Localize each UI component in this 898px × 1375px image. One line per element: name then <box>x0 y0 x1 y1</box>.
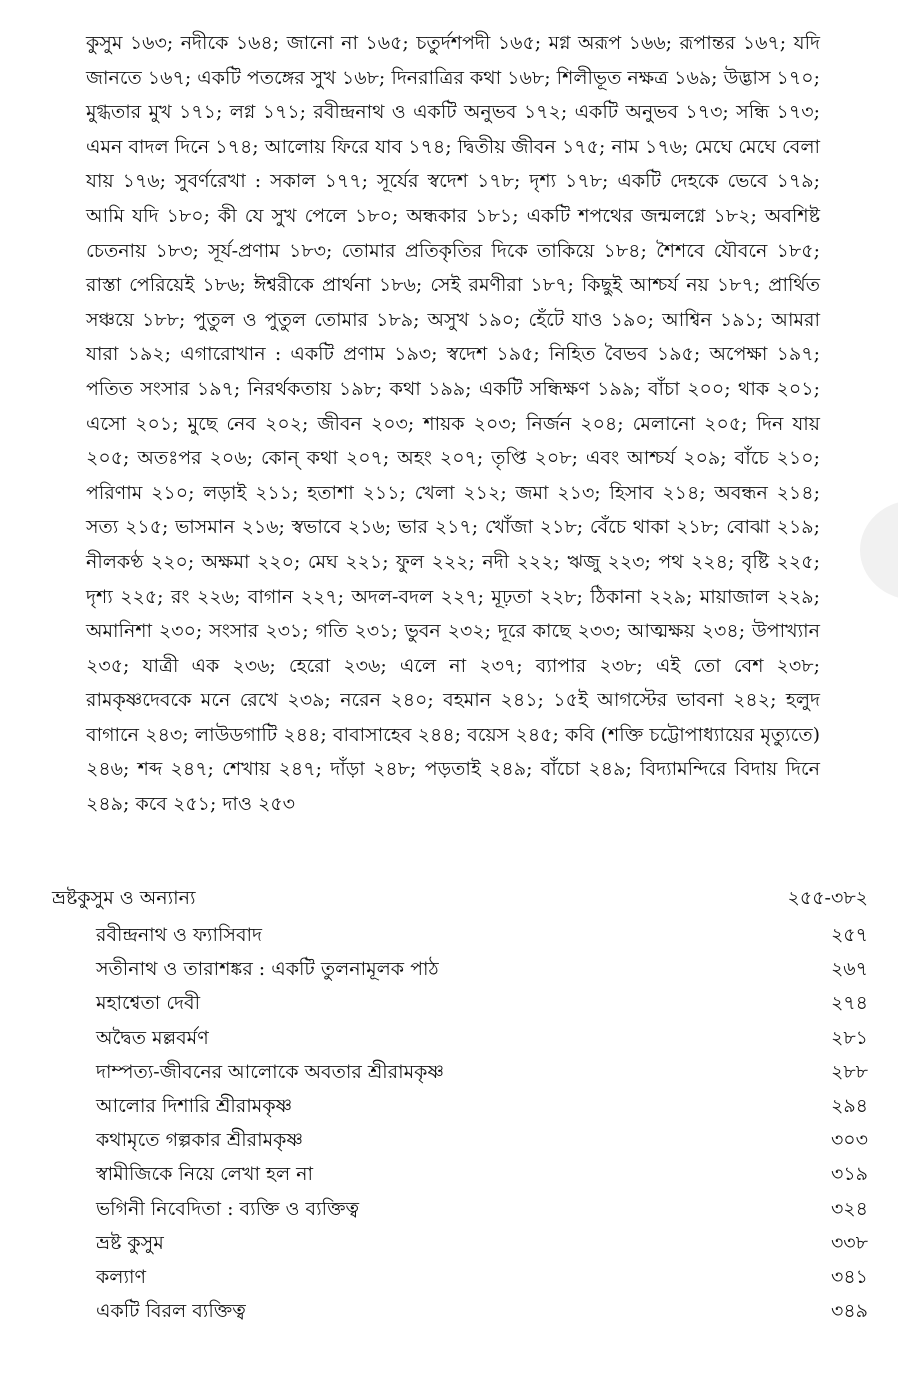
toc-entry-title: কথামৃতে গল্পকার শ্রীরামকৃষ্ণ <box>96 1129 303 1152</box>
toc-entry <box>96 920 868 954</box>
toc-entry <box>96 1262 868 1296</box>
toc-entry-title: অদ্বৈত মল্লবর্মণ <box>96 1026 209 1049</box>
toc-entry-title: সতীনাথ ও তারাশঙ্কর : একটি তুলনামূলক পাঠ <box>96 958 439 981</box>
toc-entry-page: ২৮১ <box>830 1026 868 1049</box>
toc-entry-page: ৩৪৯ <box>830 1300 868 1323</box>
toc-entry <box>96 1057 868 1091</box>
toc-entry-title: রবীন্দ্রনাথ ও ফ্যাসিবাদ <box>96 924 263 947</box>
toc-entry-page: ৩০৩ <box>830 1129 868 1152</box>
toc-entry <box>96 1159 868 1193</box>
toc-entry <box>96 954 868 988</box>
page-edge-shadow <box>860 500 898 600</box>
toc-entry-page: ৩১৯ <box>830 1163 868 1186</box>
toc-entry-page: ৩৪১ <box>830 1265 868 1288</box>
toc-entry-title: স্বামীজিকে নিয়ে লেখা হল না <box>96 1163 314 1186</box>
toc-entry-title: কল্যাণ <box>96 1265 146 1288</box>
toc-entry <box>96 1296 868 1330</box>
toc-entry-page: ৩৩৮ <box>830 1231 868 1254</box>
section-page-range: ২৫৫-৩৮২ <box>787 887 868 909</box>
toc-entry <box>96 1023 868 1057</box>
toc-entry <box>96 988 868 1022</box>
toc-entry-page: ২৭৪ <box>830 992 868 1015</box>
toc-entry <box>96 1228 868 1262</box>
toc-entry-title: আলোর দিশারি শ্রীরামকৃষ্ণ <box>96 1095 293 1118</box>
toc-entry-page: ২৫৭ <box>830 924 868 947</box>
toc-entry-page: ৩২৪ <box>830 1197 868 1220</box>
toc-entry-page: ২৮৮ <box>830 1060 868 1083</box>
table-of-contents <box>96 920 868 1330</box>
toc-entry <box>96 1194 868 1228</box>
poem-index-paragraph: কুসুম ১৬৩; নদীকে ১৬৪; জানো না ১৬৫; চতুর্দশপদী ১৬৫; মগ্ন অরূপ ১৬৬; রূপান্তর ১৬৭; যদি জানতে ১৬৭; একটি পতঙ্গের সুখ ১৬৮; দিনরাত্রির কথা ১৬৮; শিলীভূত নক্ষত্র ১৬৯; উদ্ভাস ১৭০; মুগ্ধতার মুখ ১৭১; লগ্ন ১৭১; রবীন্দ্রনাথ ও একটি অনুভব ১৭২; একটি অনুভব ১৭৩; সন্ধি ১৭৩; এমন বাদল দিনে ১৭৪; আলোয় ফিরে যাব ১৭৪; দ্বিতীয় জীবন ১৭৫; নাম ১৭৬; মেঘে মেঘে বেলা যায় ১৭৬; সুবর্ণরেখা : সকাল ১৭৭; সূর্যের স্বদেশ ১৭৮; দৃশ্য ১৭৮; একটি দেহকে ভেবে ১৭৯; আমি যদি ১৮০; কী যে সুখ পেলে ১৮০; অন্ধকার ১৮১; একটি শপথের জন্মলগ্নে ১৮২; অবশিষ্ট চেতনায় ১৮৩; সূর্য-প্রণাম ১৮৩; তোমার প্রতিকৃতির দিকে তাকিয়ে ১৮৪; শৈশবে যৌবনে ১৮৫; রাস্তা পেরিয়েই ১৮৬; ঈশ্বরীকে প্রার্থনা ১৮৬; সেই রমণীরা ১৮৭; কিছুই আশ্চর্য নয় ১৮৭; প্রার্থিত সঞ্চয়ে ১৮৮; পুতুল ও পুতুল তোমার ১৮৯; অসুখ ১৯০; হেঁটে যাও ১৯০; আশ্বিন ১৯১; আমরা যারা ১৯২; এগারোখান : একটি প্রণাম ১৯৩; স্বদেশ ১৯৫; নিহিত বৈভব ১৯৫; অপেক্ষা ১৯৭; পতিত সংসার ১৯৭; নিরর্থকতায় ১৯৮; কথা ১৯৯; একটি সন্ধিক্ষণ ১৯৯; বাঁচা ২০০; থাক ২০১; এসো ২০১; মুছে নেব ২০২; জীবন ২০৩; শায়ক ২০৩; নির্জন ২০৪; মেলানো ২০৫; দিন যায় ২০৫; অতঃপর ২০৬; কোন্ কথা ২০৭; অহং ২০৭; তৃপ্তি ২০৮; এবং আশ্চর্য ২০৯; বাঁচে ২১০; পরিণাম ২১০; লড়াই ২১১; হতাশা ২১১; খেলা ২১২; জমা ২১৩; হিসাব ২১৪; অবন্ধন ২১৪; সত্য ২১৫; ভাসমান ২১৬; স্বভাবে ২১৬; ভার ২১৭; খোঁজা ২১৮; বেঁচে থাকা ২১৮; বোঝা ২১৯; নীলকণ্ঠ ২২০; অক্ষমা ২২০; মেঘ ২২১; ফুল ২২২; নদী ২২২; ঋজু ২২৩; পথ ২২৪; বৃষ্টি ২২৫; দৃশ্য ২২৫; রং ২২৬; বাগান ২২৭; অদল-বদল ২২৭; মূঢ়তা ২২৮; ঠিকানা ২২৯; মায়াজাল ২২৯; অমানিশা ২৩০; সংসার ২৩১; গতি ২৩১; ভুবন ২৩২; দূরে কাছে ২৩৩; আত্মক্ষয় ২৩৪; উপাখ্যান ২৩৫; যাত্রী এক ২৩৬; হেরো ২৩৬; এলে না ২৩৭; ব্যাপার ২৩৮; এই তো বেশ ২৩৮; রামকৃষ্ণদেবকে মনে রেখে ২৩৯; নরেন ২৪০; বহমান ২৪১; ১৫ই আগস্টের ভাবনা ২৪২; হলুদ বাগানে ২৪৩; লাউডগাটি ২৪৪; বাবাসাহেব ২৪৪; বয়েস ২৪৫; কবি (শক্তি চট্টোপাধ্যায়ের মৃত্যুতে) ২৪৬; শব্দ ২৪৭; শেখায় ২৪৭; দাঁড়া ২৪৮; পড়তাই ২৪৯; বাঁচো ২৪৯; বিদ্যামন্দিরে বিদায় দিনে ২৪৯; কবে ২৫১; দাও ২৫৩ <box>86 32 820 816</box>
toc-entry-title: একটি বিরল ব্যক্তিত্ব <box>96 1300 246 1323</box>
toc-entry <box>96 1125 868 1159</box>
toc-entry-page: ২৯৪ <box>830 1095 868 1118</box>
toc-entry-page: ২৬৭ <box>830 958 868 981</box>
section-title: ভ্রষ্টকুসুম ও অন্যান্য <box>52 887 196 909</box>
toc-entry-title: ভ্রষ্ট কুসুম <box>96 1231 164 1254</box>
toc-entry-title: ভগিনী নিবেদিতা : ব্যক্তি ও ব্যক্তিত্ব <box>96 1197 360 1220</box>
section-heading <box>52 884 868 916</box>
toc-entry-title: দাম্পত্য-জীবনের আলোকে অবতার শ্রীরামকৃষ্ণ <box>96 1060 444 1083</box>
toc-entry-title: মহাশ্বেতা দেবী <box>96 992 201 1015</box>
toc-entry <box>96 1091 868 1125</box>
